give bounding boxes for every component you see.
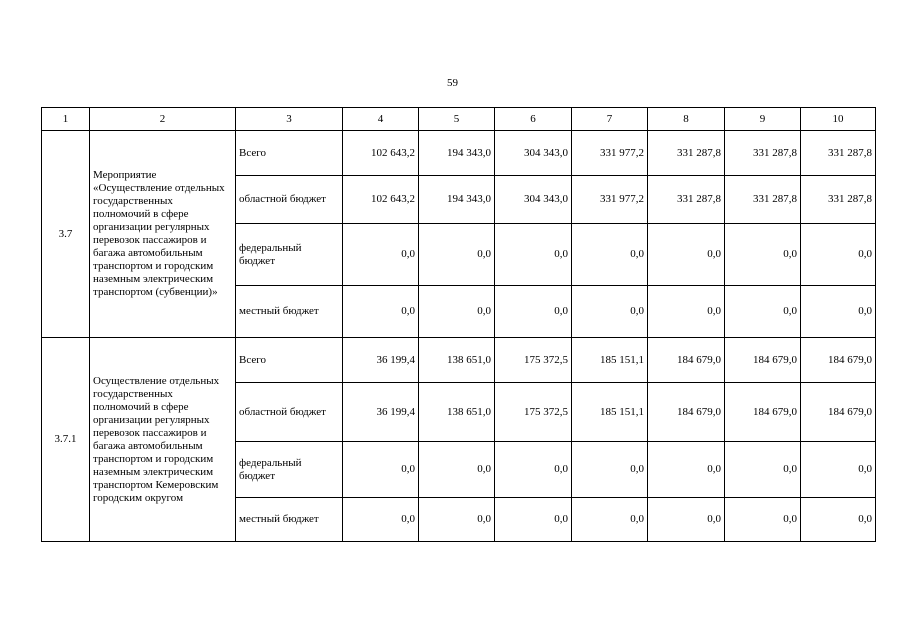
value-cell: 0,0 — [343, 442, 419, 498]
funding-source: областной бюджет — [236, 383, 343, 442]
item-name: Осуществление отдельных государственных полномочий в сфере организации регулярных перевозок пассажиров и багажа автомобильным транспортом и городским наземным электрическим транспортом Кемеровским городским округом — [90, 338, 236, 542]
value-cell: 0,0 — [725, 286, 801, 338]
value-cell: 0,0 — [725, 224, 801, 286]
value-cell: 0,0 — [648, 498, 725, 542]
header-cell: 10 — [801, 108, 876, 131]
funding-source: Всего — [236, 131, 343, 176]
value-cell: 331 287,8 — [801, 131, 876, 176]
value-cell: 0,0 — [648, 442, 725, 498]
value-cell: 0,0 — [495, 286, 572, 338]
header-cell: 5 — [419, 108, 495, 131]
value-cell: 0,0 — [495, 498, 572, 542]
value-cell: 138 651,0 — [419, 383, 495, 442]
value-cell: 175 372,5 — [495, 383, 572, 442]
table-row — [42, 338, 876, 383]
value-cell: 331 287,8 — [648, 131, 725, 176]
value-cell: 36 199,4 — [343, 383, 419, 442]
funding-source: федеральный бюджет — [236, 224, 343, 286]
value-cell: 102 643,2 — [343, 131, 419, 176]
value-cell: 0,0 — [343, 286, 419, 338]
value-cell: 0,0 — [725, 498, 801, 542]
value-cell: 184 679,0 — [725, 383, 801, 442]
value-cell: 184 679,0 — [801, 383, 876, 442]
value-cell: 0,0 — [572, 498, 648, 542]
value-cell: 0,0 — [419, 224, 495, 286]
value-cell: 331 977,2 — [572, 131, 648, 176]
funding-source: местный бюджет — [236, 286, 343, 338]
header-cell: 1 — [42, 108, 90, 131]
value-cell: 184 679,0 — [648, 338, 725, 383]
value-cell: 304 343,0 — [495, 176, 572, 224]
header-cell: 7 — [572, 108, 648, 131]
value-cell: 0,0 — [648, 286, 725, 338]
header-cell: 8 — [648, 108, 725, 131]
value-cell: 331 287,8 — [725, 131, 801, 176]
value-cell: 0,0 — [495, 224, 572, 286]
item-number: 3.7 — [42, 131, 90, 338]
value-cell: 0,0 — [801, 286, 876, 338]
header-cell: 4 — [343, 108, 419, 131]
item-number: 3.7.1 — [42, 338, 90, 542]
value-cell: 175 372,5 — [495, 338, 572, 383]
funding-source: Всего — [236, 338, 343, 383]
header-cell: 6 — [495, 108, 572, 131]
value-cell: 0,0 — [343, 498, 419, 542]
page-number: 59 — [447, 77, 458, 89]
value-cell: 0,0 — [495, 442, 572, 498]
value-cell: 194 343,0 — [419, 176, 495, 224]
table-header-row — [42, 108, 876, 131]
value-cell: 184 679,0 — [801, 338, 876, 383]
value-cell: 304 343,0 — [495, 131, 572, 176]
value-cell: 0,0 — [801, 442, 876, 498]
value-cell: 331 287,8 — [648, 176, 725, 224]
value-cell: 0,0 — [572, 442, 648, 498]
value-cell: 0,0 — [572, 224, 648, 286]
item-name: Мероприятие «Осуществление отдельных государственных полномочий в сфере организации регулярных перевозок пассажиров и багажа автомобильным транспортом и городским наземным электрическим транспортом (субвенции)» — [90, 131, 236, 338]
value-cell: 0,0 — [572, 286, 648, 338]
value-cell: 194 343,0 — [419, 131, 495, 176]
header-cell: 2 — [90, 108, 236, 131]
table-row — [42, 131, 876, 176]
value-cell: 185 151,1 — [572, 338, 648, 383]
value-cell: 331 287,8 — [801, 176, 876, 224]
value-cell: 102 643,2 — [343, 176, 419, 224]
value-cell: 0,0 — [801, 224, 876, 286]
value-cell: 185 151,1 — [572, 383, 648, 442]
value-cell: 0,0 — [419, 286, 495, 338]
funding-source: федеральный бюджет — [236, 442, 343, 498]
value-cell: 184 679,0 — [725, 338, 801, 383]
value-cell: 331 977,2 — [572, 176, 648, 224]
header-cell: 9 — [725, 108, 801, 131]
budget-table — [41, 107, 876, 542]
value-cell: 0,0 — [419, 442, 495, 498]
value-cell: 0,0 — [725, 442, 801, 498]
value-cell: 0,0 — [801, 498, 876, 542]
header-cell: 3 — [236, 108, 343, 131]
value-cell: 331 287,8 — [725, 176, 801, 224]
value-cell: 184 679,0 — [648, 383, 725, 442]
funding-source: областной бюджет — [236, 176, 343, 224]
funding-source: местный бюджет — [236, 498, 343, 542]
value-cell: 0,0 — [343, 224, 419, 286]
value-cell: 0,0 — [419, 498, 495, 542]
value-cell: 36 199,4 — [343, 338, 419, 383]
value-cell: 0,0 — [648, 224, 725, 286]
value-cell: 138 651,0 — [419, 338, 495, 383]
